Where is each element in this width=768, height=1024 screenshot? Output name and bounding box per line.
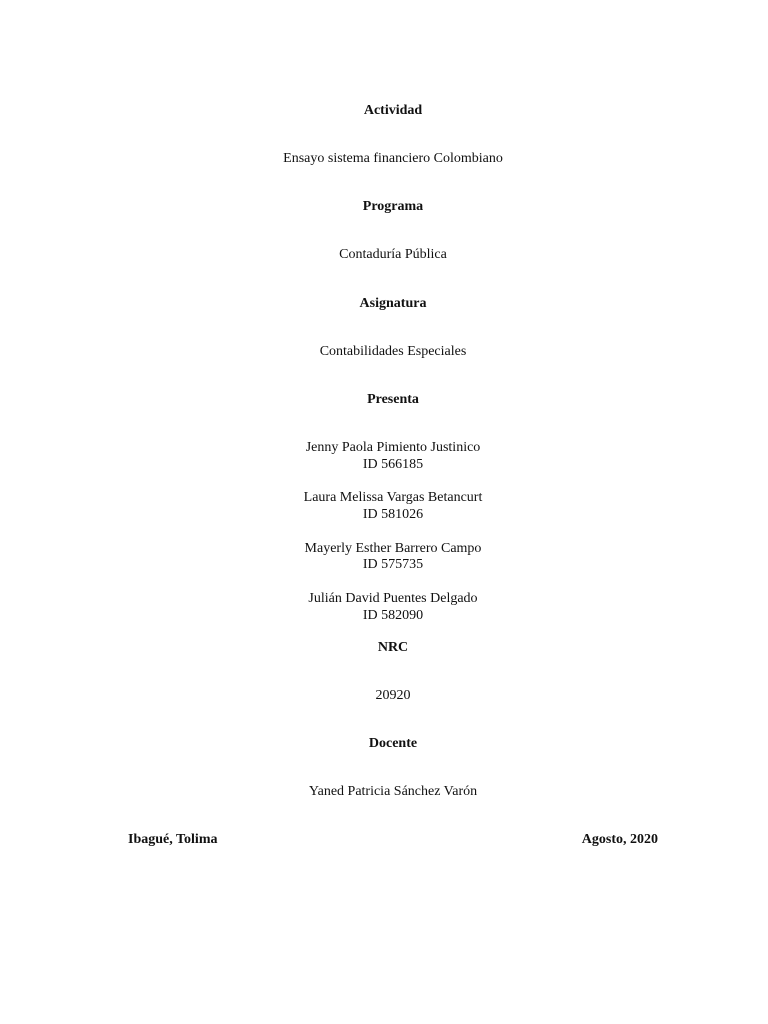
presenter-name: Mayerly Esther Barrero Campo	[304, 541, 482, 556]
subject-heading: Asignatura	[359, 296, 427, 311]
presenter-name: Julián David Puentes Delgado	[308, 591, 478, 606]
activity-heading: Actividad	[363, 103, 423, 118]
program-value: Contaduría Pública	[339, 247, 447, 262]
subject-value: Contabilidades Especiales	[319, 344, 467, 359]
presenter-id: ID 575735	[362, 557, 424, 572]
footer-place: Ibagué, Tolima	[128, 832, 218, 847]
presenter-name: Laura Melissa Vargas Betancurt	[303, 490, 483, 505]
teacher-heading: Docente	[368, 736, 418, 751]
presenters-heading: Presenta	[367, 392, 419, 407]
nrc-value: 20920	[375, 688, 411, 703]
presenter-id: ID 581026	[362, 507, 424, 522]
presenter-id: ID 582090	[362, 608, 424, 623]
teacher-value: Yaned Patricia Sánchez Varón	[308, 784, 478, 799]
footer-date: Agosto, 2020	[581, 832, 658, 847]
presenter-id: ID 566185	[362, 457, 424, 472]
program-heading: Programa	[362, 199, 424, 214]
activity-value: Ensayo sistema financiero Colombiano	[283, 151, 503, 166]
presenter-name: Jenny Paola Pimiento Justinico	[305, 440, 481, 455]
nrc-heading: NRC	[377, 640, 409, 655]
